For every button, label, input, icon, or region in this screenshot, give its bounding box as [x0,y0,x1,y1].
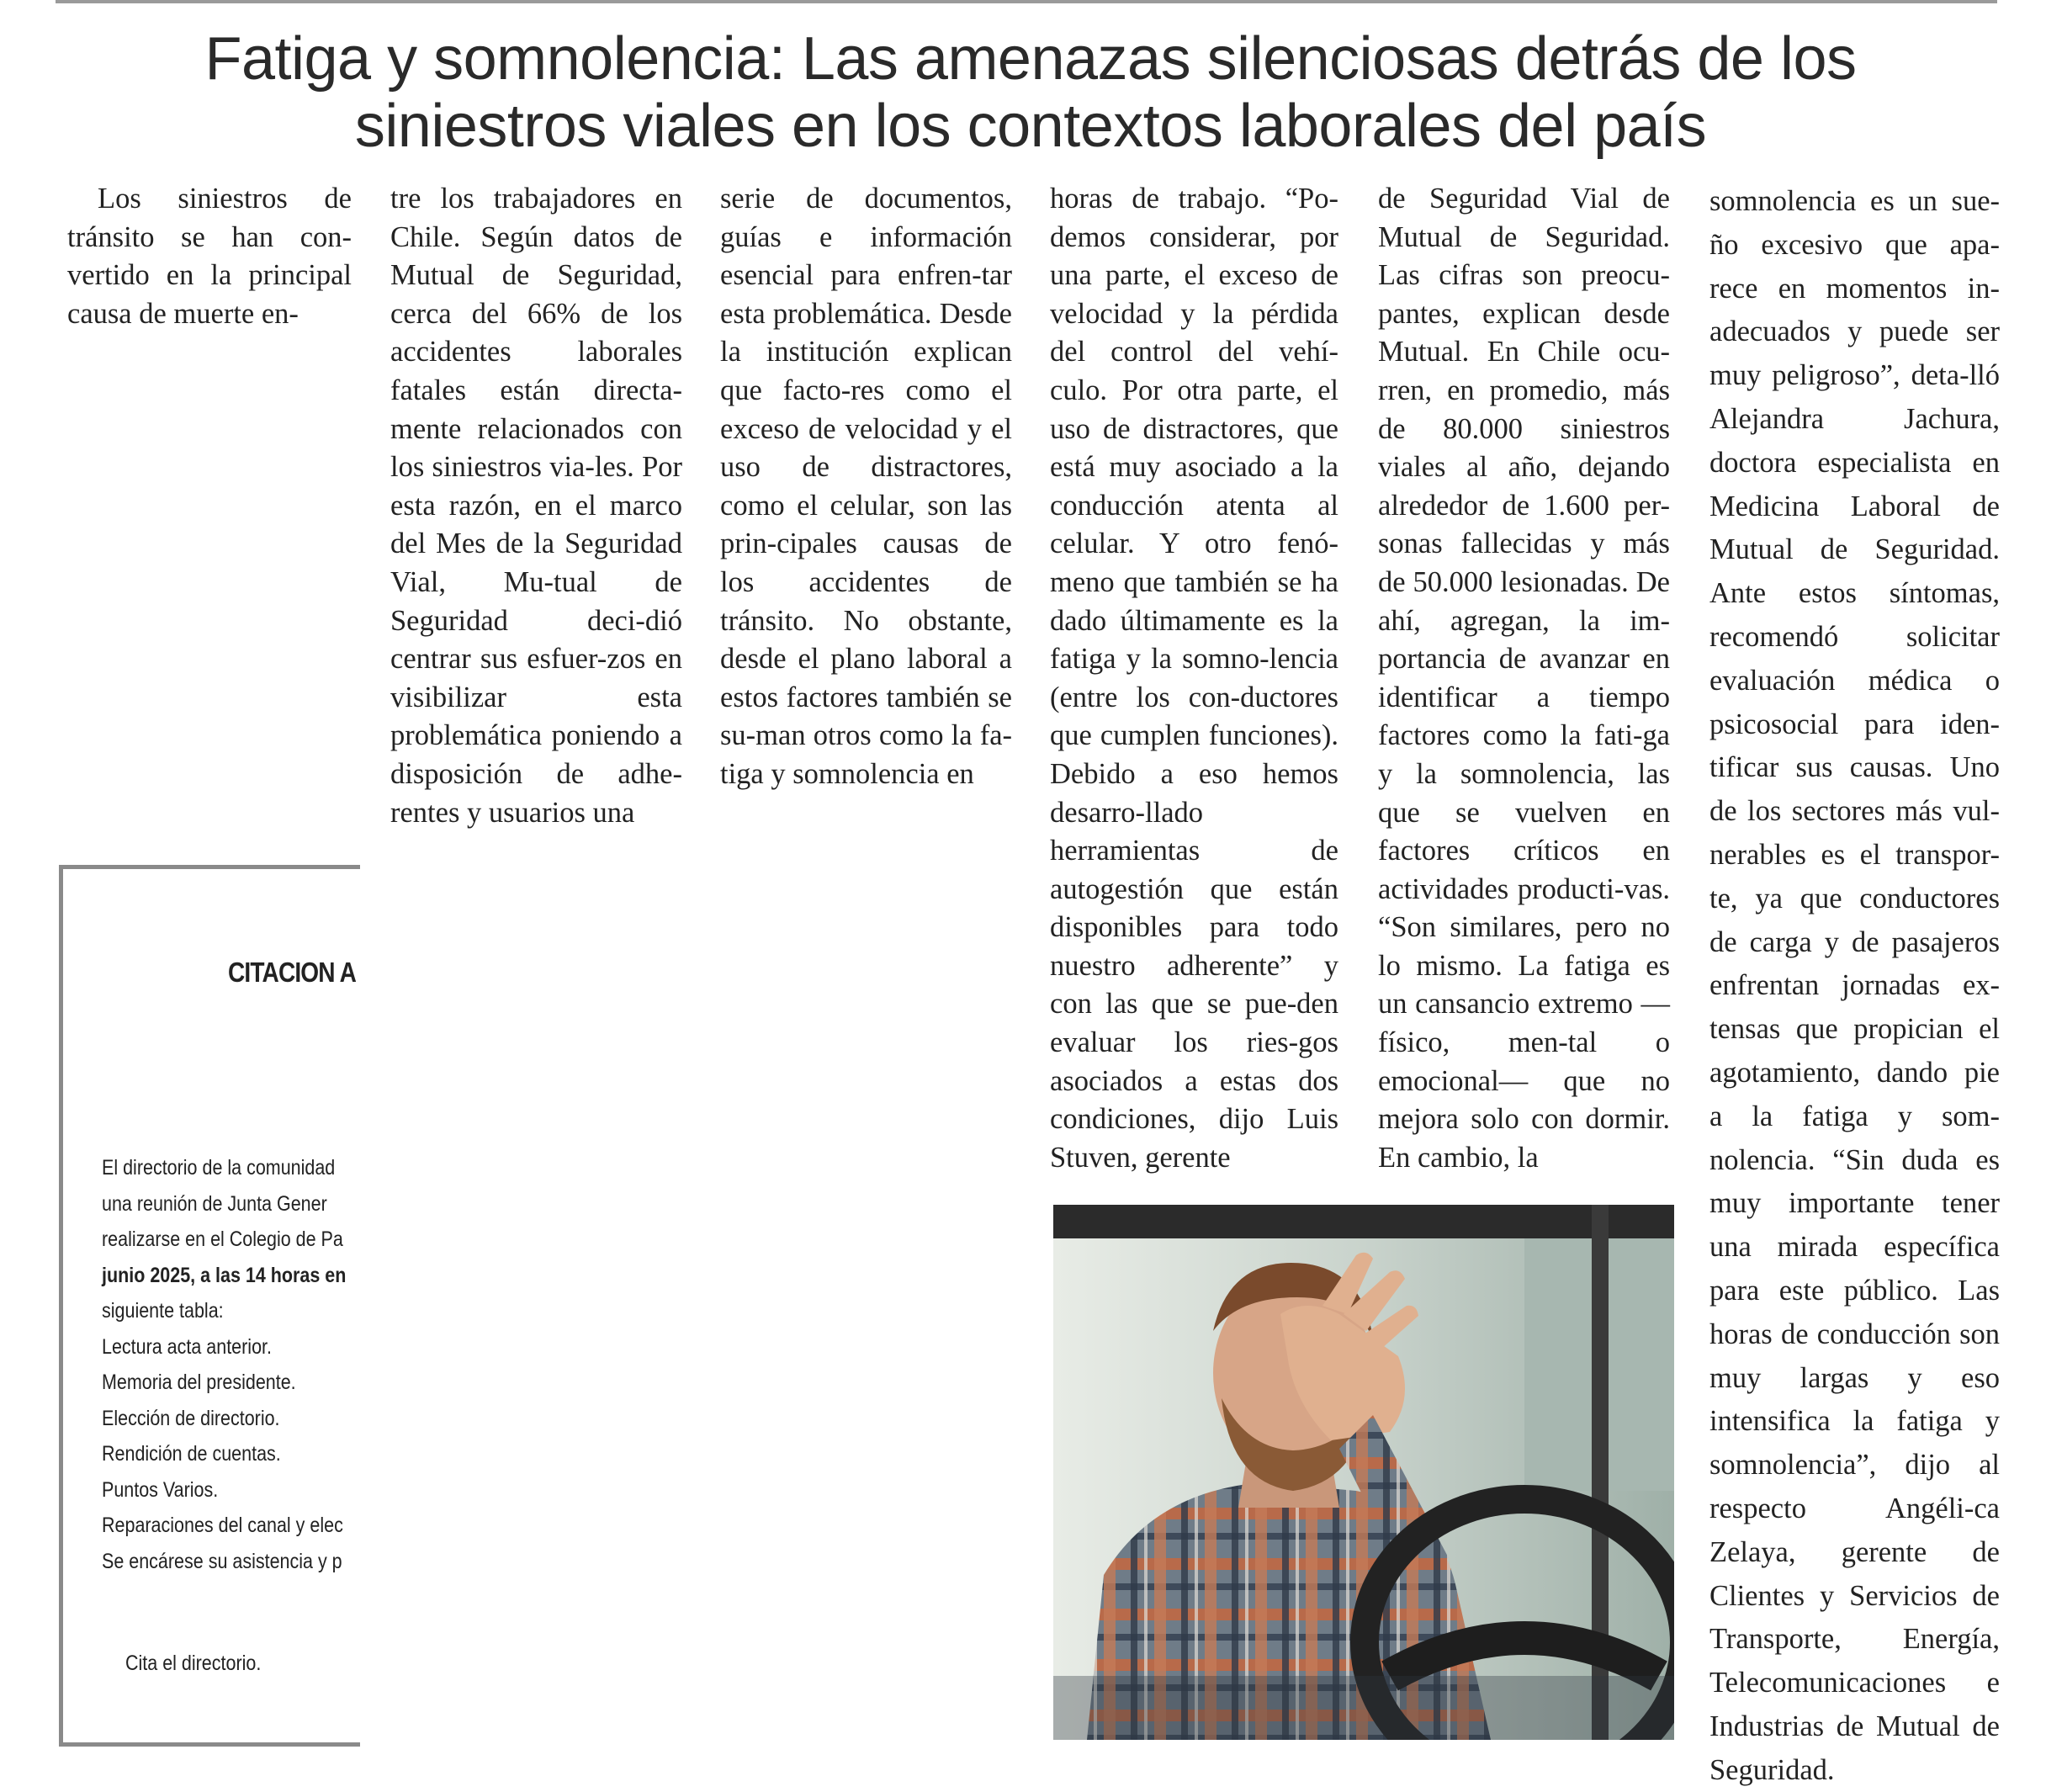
article-column-1: Los siniestros de tránsito se han con-vertido en la principal causa de muerte en- [67,183,352,330]
notice-line: siguiente tabla: [102,1299,224,1323]
article-column-6: somnolencia es un sue-ño excesivo que apa-rece en momentos in-adecuados y puede ser muy peligroso”, deta-lló Alejandra Jachura, doctora especialista en Medicina Laboral de Mutual de Seguridad. Ante estos síntomas, recomendó solicitar evaluación médica o psicosocial para iden-tificar sus causas. Uno de los sectores más vul-nerables es el transpor-te, ya que conductores de carga y de pasajeros enfrentan jornadas ex-tensas que propician el agotamiento, dando pie a la fatiga y som-nolencia. “Sin duda es muy importante tener una mirada específica para este público. Las horas de conducción son muy largas y eso intensifica la fatiga y somnolencia”, dijo al respecto Angéli-ca Zelaya, gerente de Clientes y Servicios de Transporte, Energía, Telecomunicaciones e Industrias de Mutual de Seguridad. [1709,185,2000,1786]
notice-line: El directorio de la comunidad [102,1156,336,1180]
tired-driver-photo [1053,1205,1674,1740]
notice-line: realizarse en el Colegio de Pa [102,1227,343,1251]
notice-signature: Cita el directorio. [125,1652,262,1675]
notice-line: junio 2025, a las 14 horas en [102,1263,347,1287]
notice-line: Lectura acta anterior. [102,1334,272,1359]
citation-notice [59,865,360,1747]
notice-line: Rendición de cuentas. [102,1442,281,1466]
article-headline: Fatiga y somnolencia: Las amenazas silenciosas detrás de los siniestros viales en los contextos laborales del país [204,25,1857,160]
notice-line: una reunión de Junta Gener [102,1191,327,1216]
article-column-2: tre los trabajadores en Chile. Según datos de Mutual de Seguridad, cerca del 66% de los accidentes laborales fatales están directa-mente relacionados con los siniestros via-les. Por esta razón, en el marco del Mes de la Seguridad Vial, Mu-tual de Seguridad deci-dió centrar sus esfuer-zos en visibilizar esta problemática poniendo a disposición de adhe-rentes y usuarios una [390,183,682,829]
notice-line: Memoria del presidente. [102,1371,296,1394]
article-column-5: de Seguridad Vial de Mutual de Seguridad. Las cifras son preocu-pantes, explican desde Mutual. En Chile ocu-rren, en promedio, más de 80.000 siniestros viales al año, dejando alrededor de 1.600 per-sonas fallecidas y más de 50.000 lesionadas. De ahí, agregan, la im-portancia de avanzar en identificar a tiempo factores como la fati-ga y la somnolencia, las que se vuelven en factores críticos en actividades producti-vas. “Son similares, pero no lo mismo. La fatiga es un cansancio extremo —físico, men-tal o emocional— que no mejora solo con dormir. En cambio, la [1378,183,1670,1174]
notice-line: Elección de directorio. [102,1406,280,1430]
article-column-4: horas de trabajo. “Po-demos considerar, por una parte, el exceso de velocidad y la pérdida del control del vehí-culo. Por otra parte, el uso de distractores, que está muy asociado a la conducción atenta al celular. Y otro fenó-meno que también se ha dado últimamente es la fatiga y la somno-lencia (entre los con-ductores que cumplen funciones). Debido a eso hemos desarro-llado herramientas de autogestión que están disponibles para todo nuestro adherente” y con las que se pue-den evaluar los ries-gos asociados a estas dos condiciones, dijo Luis Stuven, gerente [1050,183,1338,1174]
notice-line: Se encárese su asistencia y p [102,1549,342,1573]
top-rule [56,0,1997,3]
article-column-3: serie de documentos, guías e información esencial para enfren-tar esta problemática. Desde la institución explican que facto-res como el exceso de velocidad y el uso de distractores, como el celular, son las prin-cipales causas de los accidentes de tránsito. No obstante, desde el plano laboral a estos factores también se su-man otros como la fa-tiga y somnolencia en [720,183,1012,790]
notice-body [102,1150,360,1579]
notice-title: CITACION A [228,957,357,988]
tired-driver-illustration [1053,1205,1674,1740]
notice-line: Puntos Varios. [102,1477,219,1502]
notice-line: Reparaciones del canal y elec [102,1514,343,1537]
